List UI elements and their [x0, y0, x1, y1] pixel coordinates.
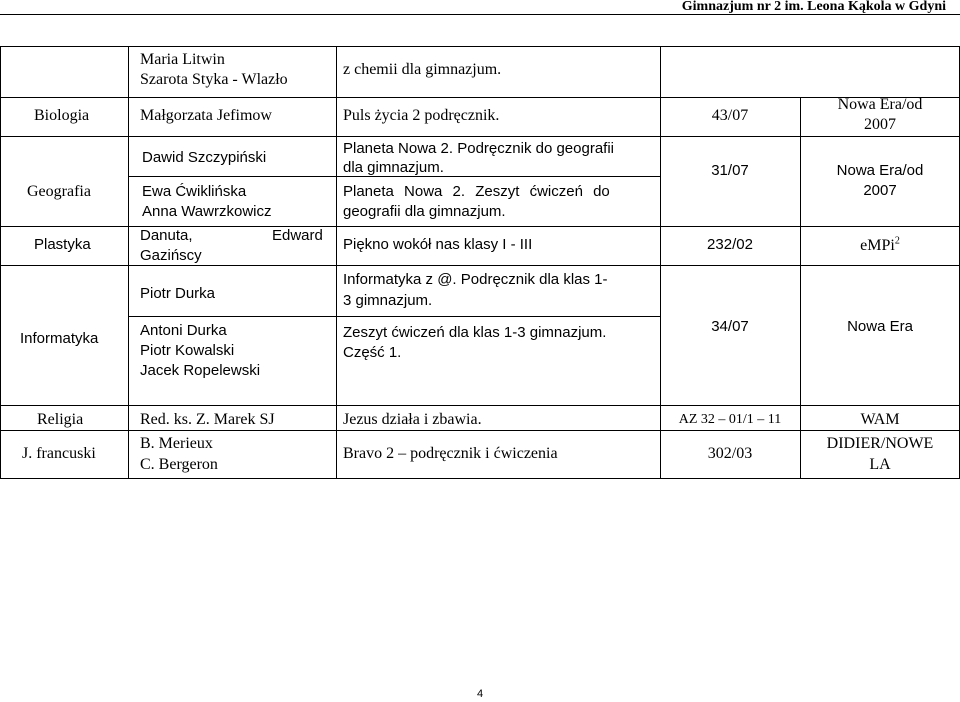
plastyka-author-b: Edward — [272, 227, 323, 244]
plastyka-author-c: Gazińscy — [140, 247, 202, 264]
geografia-title2-line1: Planeta Nowa 2. Zeszyt ćwiczeń do — [343, 183, 610, 200]
geografia-publisher-2: 2007 — [863, 182, 897, 199]
informatyka-author-1: Piotr Durka — [140, 285, 216, 302]
informatyka-publisher: Nowa Era — [847, 318, 913, 335]
subject-religia: Religia — [37, 411, 84, 428]
informatyka-title1-line1: Informatyka z @. Podręcznik dla klas 1- — [343, 271, 608, 288]
plastyka-publisher-sup: 2 — [894, 235, 900, 247]
religia-author: Red. ks. Z. Marek SJ — [140, 411, 275, 428]
page-number: 4 — [476, 688, 484, 700]
subject-francuski: J. francuski — [22, 445, 96, 462]
chem-author-2: Szarota Styka - Wlazło — [140, 71, 288, 88]
informatyka-title1-line2: 3 gimnazjum. — [343, 292, 433, 309]
geografia-title2-line2: geografii dla gimnazjum. — [343, 203, 506, 220]
subject-informatyka: Informatyka — [20, 330, 99, 347]
informatyka-title2-line1: Zeszyt ćwiczeń dla klas 1-3 gimnazjum. — [343, 324, 607, 341]
subject-biologia: Biologia — [34, 107, 90, 124]
biologia-number: 43/07 — [711, 107, 749, 124]
informatyka-author-2a: Antoni Durka — [140, 322, 227, 339]
geografia-title1-line2: dla gimnazjum. — [343, 159, 444, 176]
informatyka-number: 34/07 — [711, 318, 749, 335]
plastyka-publisher-name: eMPi — [860, 237, 895, 254]
francuski-number: 302/03 — [707, 445, 753, 462]
geografia-publisher-1: Nowa Era/od — [836, 162, 924, 179]
francuski-publisher-1: DIDIER/NOWE — [826, 435, 934, 452]
school-name: Gimnazjum nr 2 im. Leona Kąkola w Gdyni — [681, 0, 946, 14]
plastyka-author-a: Danuta, — [140, 227, 193, 244]
geografia-number: 31/07 — [711, 162, 749, 179]
informatyka-author-2c: Jacek Ropelewski — [140, 362, 261, 379]
chem-title: z chemii dla gimnazjum. — [343, 61, 502, 78]
subject-geografia: Geografia — [27, 183, 91, 200]
plastyka-publisher — [800, 236, 960, 255]
biologia-publisher-2: 2007 — [864, 116, 896, 133]
religia-publisher: WAM — [860, 411, 900, 428]
plastyka-number: 232/02 — [707, 236, 753, 253]
subject-plastyka: Plastyka — [34, 236, 91, 253]
informatyka-title2-line2: Część 1. — [343, 344, 402, 361]
francuski-author-1: B. Merieux — [140, 435, 213, 452]
geografia-author-2: Ewa Ćwiklińska — [142, 183, 247, 200]
francuski-title: Bravo 2 – podręcznik i ćwiczenia — [343, 445, 558, 462]
biologia-author: Małgorzata Jefimow — [140, 107, 272, 124]
geografia-author-1: Dawid Szczypiński — [142, 149, 267, 166]
religia-number: AZ 32 – 01/1 – 11 — [678, 412, 782, 427]
geografia-title1-line1: Planeta Nowa 2. Podręcznik do geografii — [343, 140, 614, 157]
biologia-publisher-1: Nowa Era/od — [837, 96, 923, 113]
francuski-publisher-2: LA — [869, 456, 891, 473]
religia-title: Jezus działa i zbawia. — [343, 411, 482, 428]
geografia-author-3: Anna Wawrzkowicz — [142, 203, 272, 220]
biologia-title: Puls życia 2 podręcznik. — [343, 107, 500, 124]
plastyka-title: Piękno wokół nas klasy I - III — [343, 236, 533, 253]
informatyka-author-2b: Piotr Kowalski — [140, 342, 235, 359]
francuski-author-2: C. Bergeron — [140, 456, 218, 473]
chem-author-1: Maria Litwin — [140, 51, 225, 68]
